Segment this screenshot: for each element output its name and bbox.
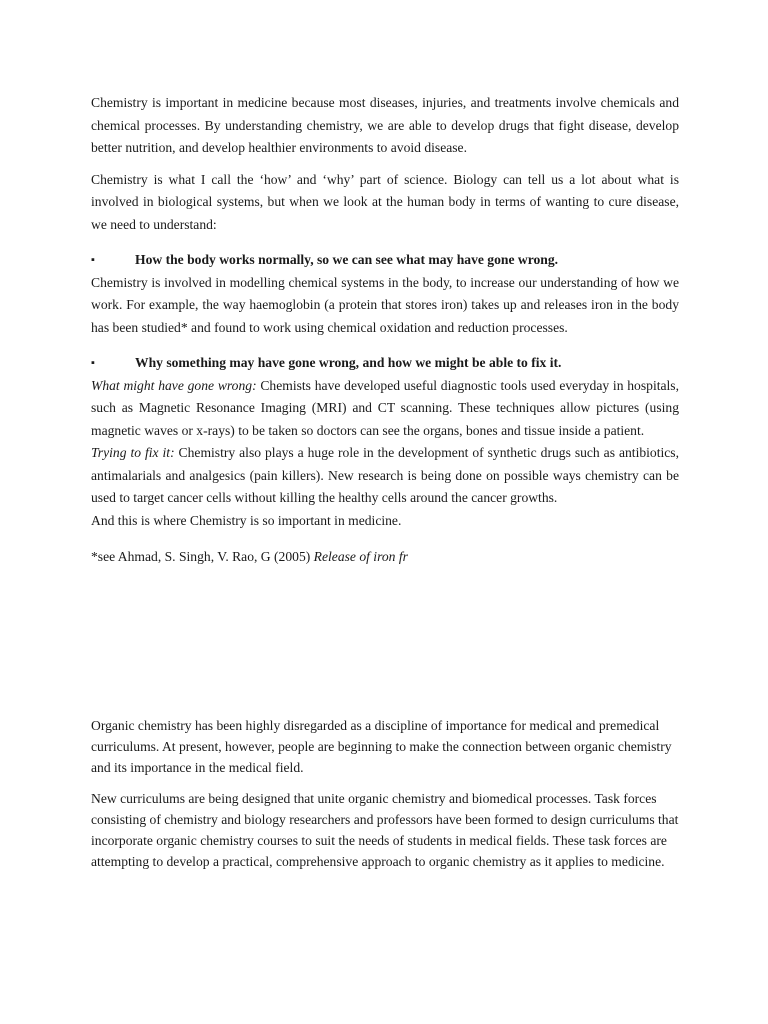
bullet-heading-body-works <box>91 249 679 272</box>
diagnostics-label: What might have gone wrong: <box>91 377 257 393</box>
organic-chemistry-section <box>91 715 681 872</box>
modelling-paragraph: Chemistry is involved in modelling chemical systems in the body, to increase our understanding of how we work. For example, the way haemoglobin (a protein that stores iron) takes up and releases iron in the body has been studied* and found to work using chemical oxidation and reduction processes. <box>91 274 679 335</box>
bullet-heading-text: How the body works normally, so we can see what may have gone wrong. <box>135 252 559 267</box>
organic-paragraph-2: New curriculums are being designed that unite organic chemistry and biomedical processes. Task forces consisting of chemistry and biology researchers and professors have been formed to design curriculums that incorporate organic chemistry courses to suit the needs of students in medical fields. These task forces are attempting to develop a practical, comprehensive approach to organic chemistry as it applies to medicine. <box>91 791 679 869</box>
how-why-paragraph: Chemistry is what I call the ‘how’ and ‘why’ part of science. Biology can tell us a lot about what is involved in biological systems, but when we look at the human body in terms of wanting to cure disease, we need to understand: <box>91 171 679 232</box>
closing-line: And this is where Chemistry is so important in medicine. <box>91 512 402 528</box>
citation-footnote <box>91 546 679 569</box>
intro-paragraph: Chemistry is important in medicine because most diseases, injuries, and treatments involve chemicals and chemical processes. By understanding chemistry, we are able to develop drugs that fight disease, develop better nutrition, and develop healthier environments to avoid disease. <box>91 95 679 155</box>
bullet-heading-text: Why something may have gone wrong, and how we might be able to fix it. <box>135 355 562 370</box>
fix-it-label: Trying to fix it: <box>91 445 175 460</box>
citation-authors: *see Ahmad, S. Singh, V. Rao, G (2005) <box>91 548 314 564</box>
diagnostics-paragraph <box>91 375 679 443</box>
diagnostics-text: Chemists have developed useful diagnostic tools used everyday in hospitals, such as Magnetic Resonance Imaging (MRI) and CT scanning. These techniques allow pictures (using magnetic waves or x-rays) to be taken so doctors can see the organs, bones and tissue inside a patient. <box>91 377 679 438</box>
bullet-heading-gone-wrong <box>91 352 679 375</box>
bullet-square-icon: ▪ <box>91 254 95 266</box>
bullet-square-icon: ▪ <box>91 357 95 369</box>
fix-it-paragraph <box>91 442 679 510</box>
document-body <box>91 92 679 582</box>
fix-it-text: Chemistry also plays a huge role in the development of synthetic drugs such as antibiotics, antimalarials and analgesics (pain killers). New research is being done on possible ways chemistry can be used to target cancer cells without killing the healthy cells around the cancer growths. <box>91 445 679 505</box>
citation-title: Release of iron fr <box>313 548 408 564</box>
organic-paragraph-1: Organic chemistry has been highly disregarded as a discipline of importance for medical and premedical curriculums. At present, however, people are beginning to make the connection between organic chemistry and its importance in the medical field. <box>91 718 672 775</box>
